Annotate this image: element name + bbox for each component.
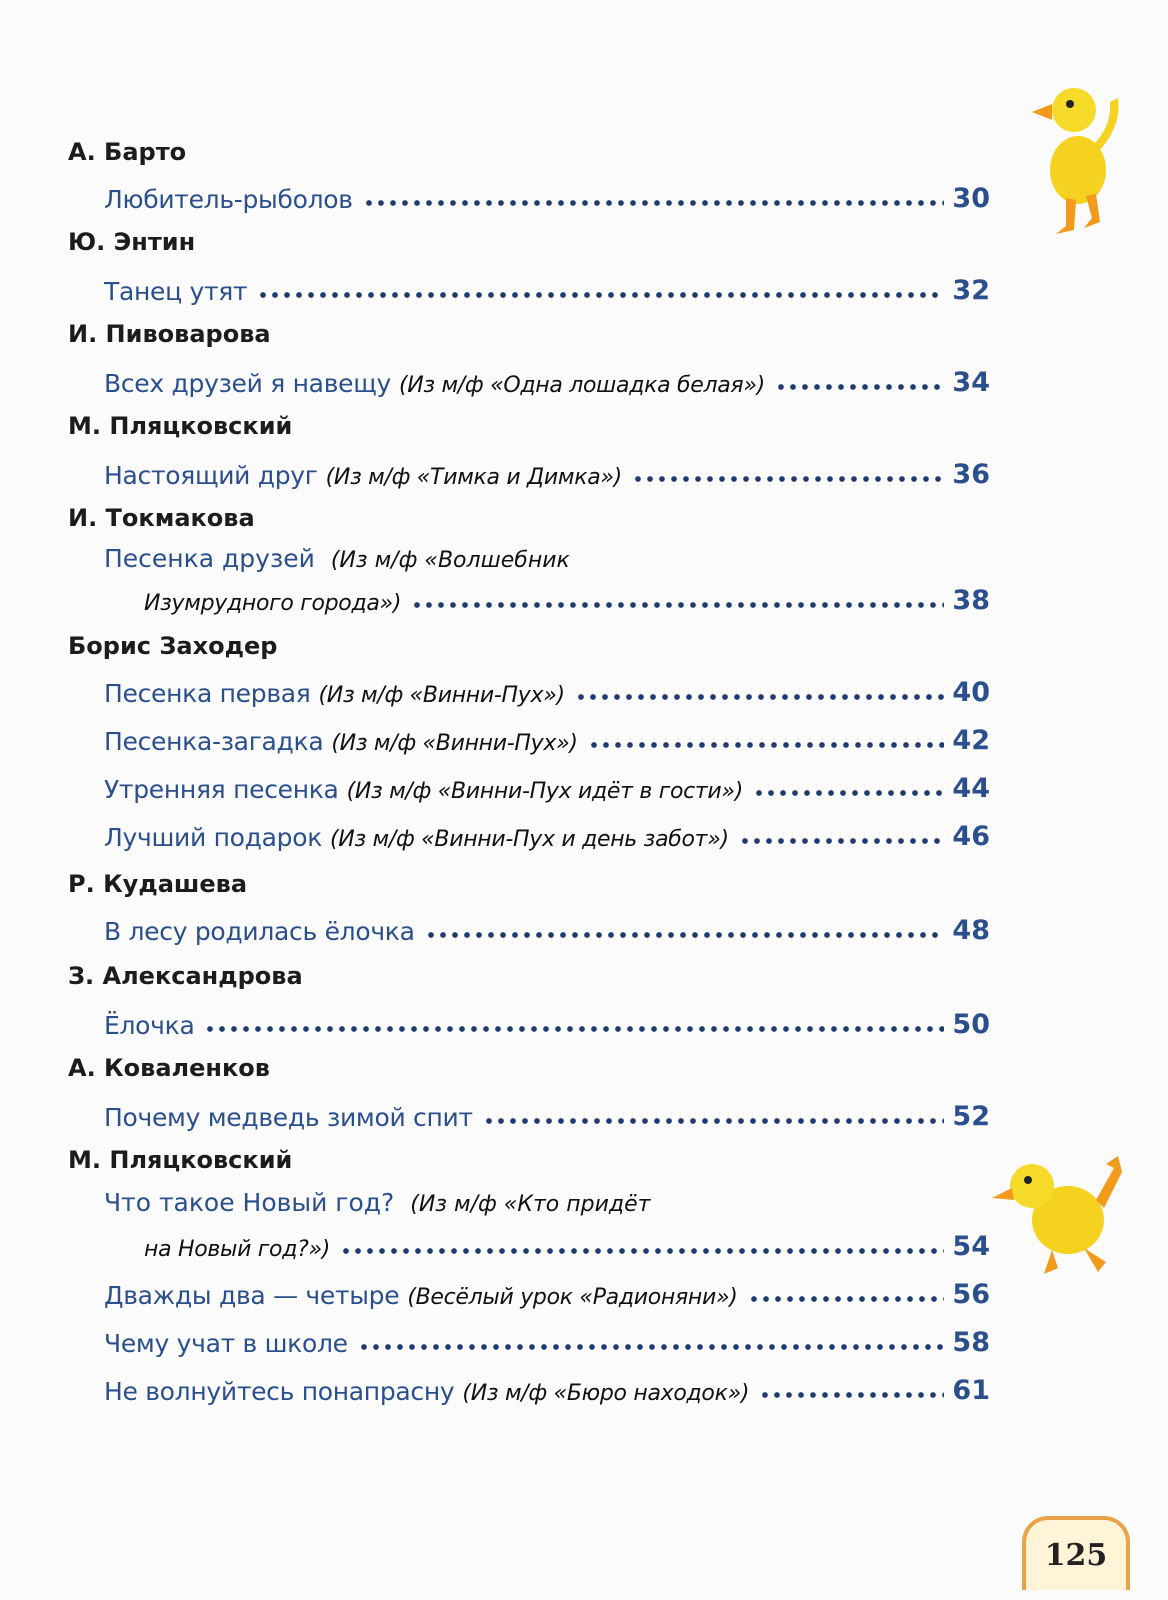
entry-title: Что такое Новый год? (104, 1188, 395, 1217)
leader-dots (358, 1344, 945, 1350)
entry-title: Песенка друзей (104, 544, 315, 573)
author-name: Борис Заходер (68, 632, 278, 660)
author-name: А. Барто (68, 138, 187, 166)
entry-note: (Из м/ф «Винни-Пух») (331, 731, 578, 756)
leader-dots (257, 292, 944, 298)
entry-page: 58 (952, 1327, 990, 1358)
entry-title: Настоящий друг (104, 461, 318, 490)
entry-page: 32 (952, 275, 990, 306)
toc-entry[interactable] (104, 764, 990, 804)
leader-dots (575, 694, 945, 700)
leader-dots (483, 1118, 945, 1124)
author-name: И. Токмакова (68, 504, 255, 532)
entry-page: 54 (952, 1231, 990, 1262)
entry-title: Лучший подарок (104, 823, 322, 852)
entry-note: (Из м/ф «Кто придёт (410, 1192, 651, 1217)
entry-note-continued: Изумрудного города») (144, 591, 402, 616)
entry-page: 56 (952, 1279, 990, 1310)
leader-dots (411, 602, 944, 608)
toc-entry[interactable] (104, 358, 990, 398)
leader-dots (739, 838, 945, 844)
leader-dots (363, 200, 945, 206)
toc-entry[interactable] (144, 576, 990, 616)
entry-page: 38 (952, 585, 990, 616)
duck-illustration-bottom (988, 1128, 1148, 1288)
entry-title: Всех друзей я навещу (104, 369, 391, 398)
author-name: З. Александрова (68, 962, 303, 990)
entry-page: 48 (952, 915, 990, 946)
toc-entry[interactable] (144, 1222, 990, 1262)
entry-title: Ёлочка (104, 1011, 195, 1040)
entry-title: Танец утят (104, 277, 248, 306)
entry-note: (Из м/ф «Винни-Пух») (318, 683, 565, 708)
entry-page: 44 (952, 773, 990, 804)
author-name: М. Пляцковский (68, 412, 293, 440)
toc-entry[interactable] (104, 450, 990, 490)
entry-note: (Из м/ф «Одна лошадка белая») (398, 373, 765, 398)
author-name: Р. Кудашева (68, 870, 248, 898)
leader-dots (340, 1248, 944, 1254)
toc-entry-first-line[interactable] (104, 544, 570, 578)
toc-entry[interactable] (104, 716, 990, 756)
entry-page: 40 (952, 677, 990, 708)
toc-entry[interactable] (104, 668, 990, 708)
entry-title: Почему медведь зимой спит (104, 1103, 473, 1132)
author-name: И. Пивоварова (68, 320, 271, 348)
toc-entry[interactable] (104, 266, 990, 306)
entry-page: 42 (952, 725, 990, 756)
toc-entry-first-line[interactable] (104, 1188, 650, 1222)
page-number: 125 (1044, 1537, 1108, 1573)
entry-title: Не волнуйтесь понапрасну (104, 1377, 455, 1406)
author-name: М. Пляцковский (68, 1146, 293, 1174)
leader-dots (748, 1296, 945, 1302)
leader-dots (632, 476, 944, 482)
entry-page: 36 (952, 459, 990, 490)
duck-illustration-top (1026, 58, 1146, 238)
author-name: А. Коваленков (68, 1054, 270, 1082)
author-name: Ю. Энтин (68, 228, 196, 256)
entry-note: (Из м/ф «Винни-Пух идёт в гости») (346, 779, 743, 804)
leader-dots (775, 384, 945, 390)
entry-page: 34 (952, 367, 990, 398)
entry-page: 52 (952, 1101, 990, 1132)
leader-dots (753, 790, 944, 796)
entry-page: 30 (952, 183, 990, 214)
entry-note: (Из м/ф «Волшебник (330, 548, 570, 573)
toc-entry[interactable] (104, 812, 990, 852)
toc-entry[interactable] (104, 1092, 990, 1132)
entry-page: 61 (952, 1375, 990, 1406)
entry-title: Утренняя песенка (104, 775, 339, 804)
entry-page: 46 (952, 821, 990, 852)
entry-note: (Из м/ф «Тимка и Димка») (325, 465, 622, 490)
entry-title: Дважды два — четыре (104, 1281, 400, 1310)
toc-entry[interactable] (104, 1000, 990, 1040)
entry-title: Любитель-рыболов (104, 185, 353, 214)
toc-entry[interactable] (104, 906, 990, 946)
page-number-badge (1022, 1516, 1130, 1590)
leader-dots (588, 742, 945, 748)
toc-entry[interactable] (104, 174, 990, 214)
entry-note: (Из м/ф «Винни-Пух и день забот») (330, 827, 729, 852)
entry-title: Песенка первая (104, 679, 311, 708)
entry-title: В лесу родилась ёлочка (104, 917, 415, 946)
entry-page: 50 (952, 1009, 990, 1040)
entry-note: (Весёлый урок «Радионяни») (407, 1285, 738, 1310)
entry-title: Чему учат в школе (104, 1329, 348, 1358)
leader-dots (425, 932, 945, 938)
toc-entry[interactable] (104, 1366, 990, 1406)
entry-note: (Из м/ф «Бюро находок») (462, 1381, 750, 1406)
entry-title: Песенка-загадка (104, 727, 324, 756)
leader-dots (204, 1026, 944, 1032)
leader-dots (759, 1392, 944, 1398)
toc-entry[interactable] (104, 1318, 990, 1358)
toc-entry[interactable] (104, 1270, 990, 1310)
entry-note-continued: на Новый год?») (144, 1237, 331, 1262)
